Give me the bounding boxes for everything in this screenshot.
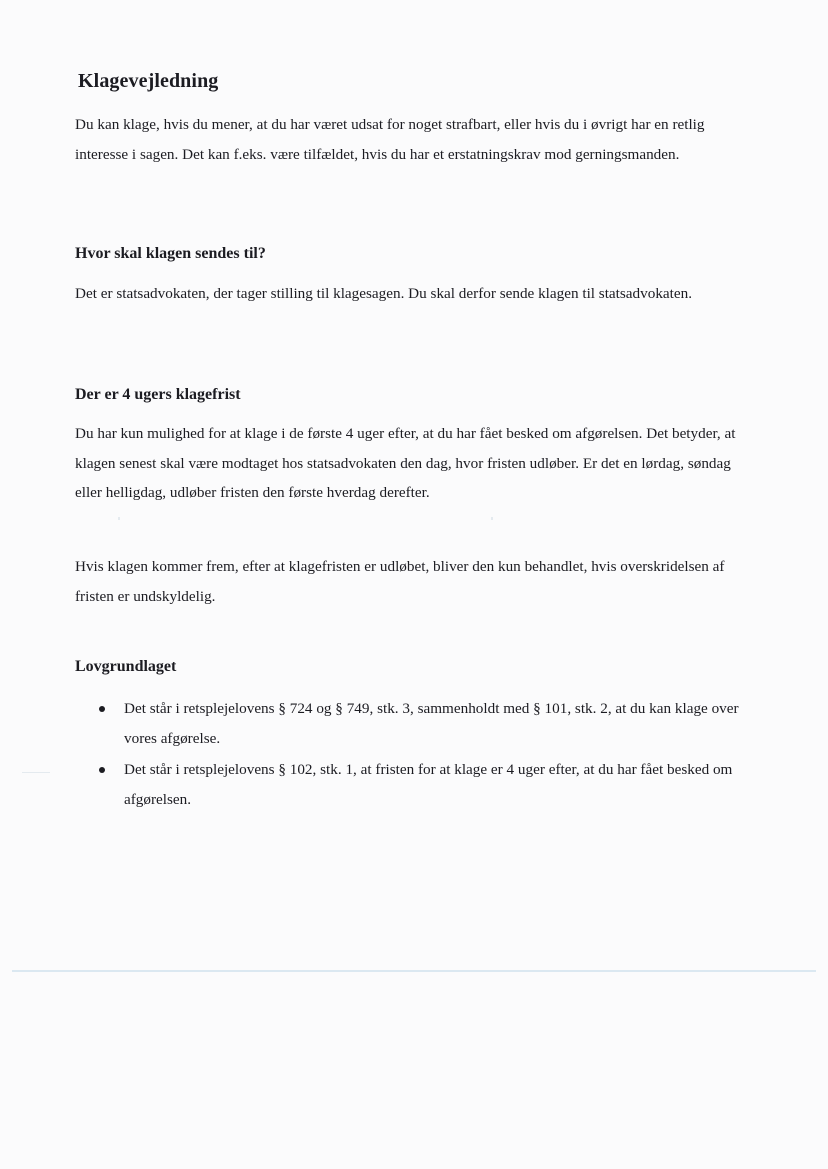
list-item-text: Det står i retsplejelovens § 724 og § 749, stk. 3, sammenholdt med § 101, stk. 2, at du kan klage over vores afgørelse. (124, 700, 739, 747)
scan-artifact (491, 517, 493, 520)
list-item-text: Det står i retsplejelovens § 102, stk. 1, at fristen for at klage er 4 uger efter, at du har fået besked om afgørelsen. (124, 761, 733, 808)
section-text-where-to-send: Det er statsadvokaten, der tager stilling til klagesagen. Du skal derfor sende klagen til statsadvokaten. (75, 285, 693, 302)
bullet-icon (99, 767, 105, 773)
scan-artifact (118, 517, 120, 520)
scan-artifact (22, 772, 50, 773)
intro-paragraph: Du kan klage, hvis du mener, at du har været udsat for noget strafbart, eller hvis du i øvrigt har en retlig interesse i sagen. Det kan f.eks. være tilfældet, hvis du har et erstatningskrav mod gerningsmanden. (75, 116, 705, 163)
legal-basis-list (75, 694, 745, 816)
section-text-deadline: Du har kun mulighed for at klage i de første 4 uger efter, at du har fået besked om afgørelsen. Det betyder, at klagen senest skal være modtaget hos statsadvokaten den dag, hvor fristen udløber. Er det en lørdag, søndag eller helligdag, udløber fristen den første hverdag derefter. (75, 425, 736, 501)
section-text-late-complaint: Hvis klagen kommer frem, efter at klagefristen er udløbet, bliver den kun behandlet, hvis overskridelsen af fristen er undskyldelig. (75, 558, 725, 605)
list-item (75, 694, 745, 753)
scan-fold-line (12, 970, 816, 972)
section-heading-deadline: Der er 4 ugers klagefrist (75, 386, 241, 403)
document-title: Klagevejledning (78, 70, 219, 92)
section-heading-where-to-send: Hvor skal klagen sendes til? (75, 245, 266, 262)
section-heading-legal-basis: Lovgrundlaget (75, 658, 177, 675)
bullet-icon (99, 706, 105, 712)
list-item (75, 755, 745, 814)
